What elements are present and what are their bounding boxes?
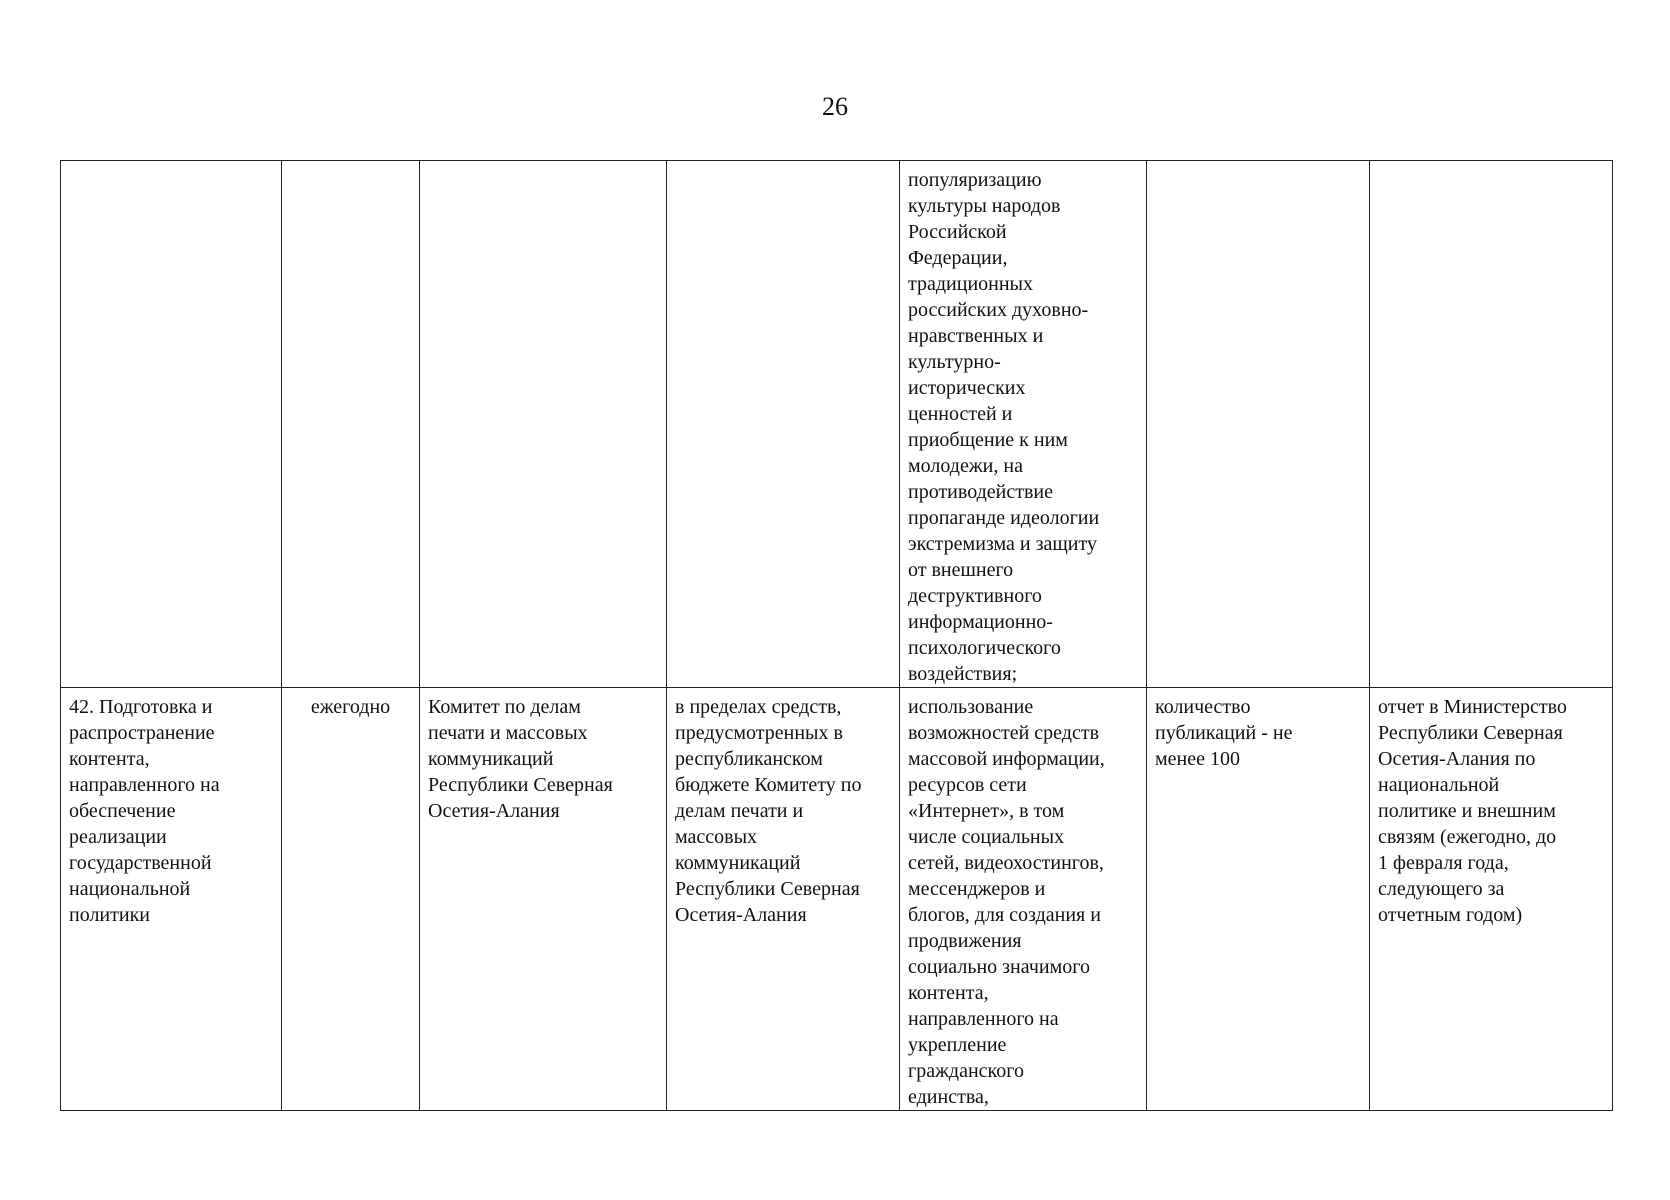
table-cell-funding: в пределах средств, предусмотренных в республиканском бюджете Комитету по делам печати и массовых коммуникаций Республики Северная Осетия-Алания: [667, 688, 900, 1111]
table-cell-activity: использование возможностей средств массовой информации, ресурсов сети «Интернет», в том числе социальных сетей, видеохостингов, мессенджеров и блогов, для создания и продвижения социально значимого контента, направленного на укрепление гражданского единства,: [900, 688, 1147, 1111]
table-cell-reporting: отчет в Министерство Республики Северная Осетия-Алания по национальной политике и внешним связям (ежегодно, до 1 февраля года, следующего за отчетным годом): [1370, 688, 1613, 1111]
table-cell-item: 42. Подготовка и распространение контента, направленного на обеспечение реализации государственной национальной политики: [61, 688, 282, 1111]
table-cell-executor: Комитет по делам печати и массовых коммуникаций Республики Северная Осетия-Алания: [420, 688, 667, 1111]
table-cell-item: [61, 161, 282, 688]
table-cell-funding: [667, 161, 900, 688]
table-cell-executor: [420, 161, 667, 688]
table-cell-deadline: ежегодно: [282, 688, 420, 1111]
table-cell-indicator: [1147, 161, 1370, 688]
table-cell-activity: популяризацию культуры народов Российской Федерации, традиционных российских духовно- нравственных и культурно- исторических ценностей и приобщение к ним молодежи, на противодействие пропаганде идеологии экстремизма и защиту от внешнего деструктивного информационно- психологического воздействия;: [900, 161, 1147, 688]
measures-table: [60, 160, 1613, 1111]
table-cell-reporting: [1370, 161, 1613, 688]
table-cell-indicator: количество публикаций - не менее 100: [1147, 688, 1370, 1111]
page-number: 26: [822, 92, 848, 121]
table-cell-deadline: [282, 161, 420, 688]
table-row-42: [61, 688, 1613, 1111]
table-row-continued: [61, 161, 1613, 688]
